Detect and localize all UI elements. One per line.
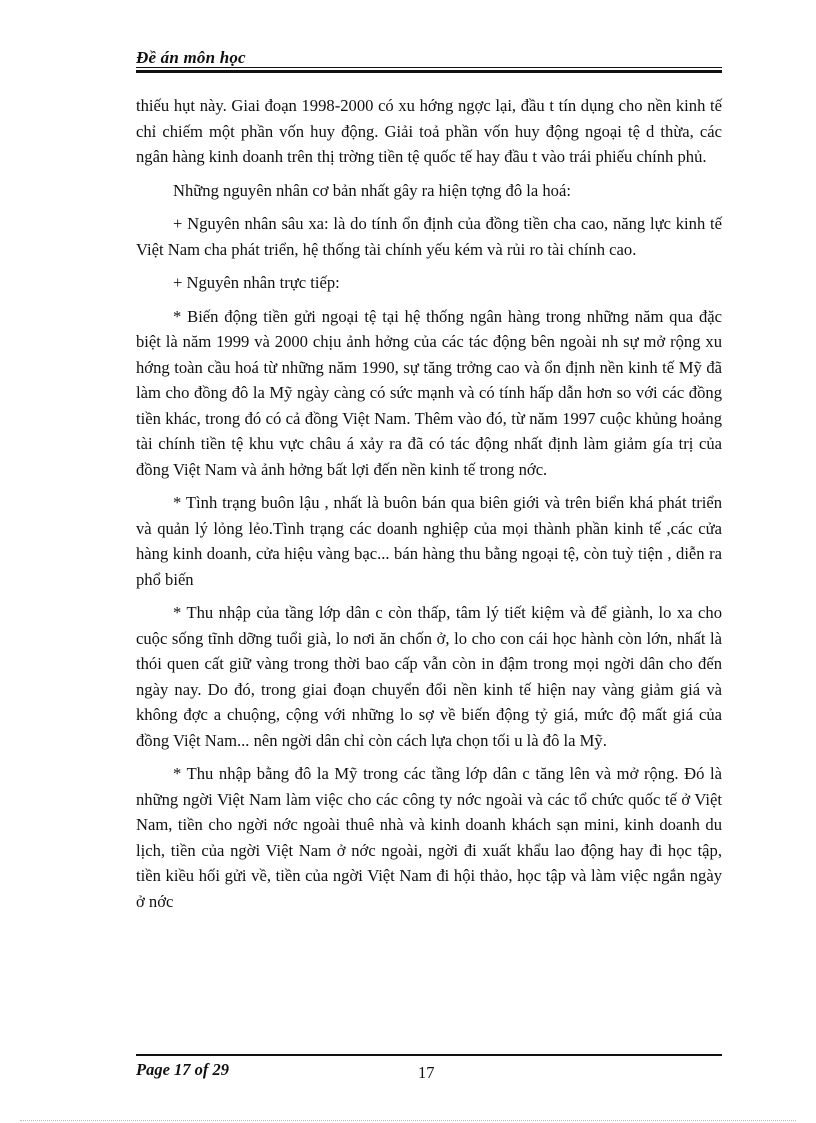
paragraph-1: thiếu hụt này. Giai đoạn 1998-2000 có xu hớng ngợc lại, đầu t tín dụng cho nền kinh tế chỉ chiếm một phần vốn huy động. Giải toả phần vốn huy động ngoại tệ d thừa, các ngân hàng kinh doanh trên thị trờng tiền tệ quốc tế hay đầu t vào trái phiếu chính phủ. [136,96,722,166]
page-bottom-divider [20,1120,796,1121]
header-title: Đề án môn học [136,48,246,67]
footer-page-number: 17 [418,1063,435,1082]
paragraph-6: * Tình trạng buôn lậu , nhất là buôn bán qua biên giới và trên biển khá phát triển và quản lý lỏng lẻo.Tình trạng các doanh nghiệp của mọi thành phần kinh tế ,các cửa hàng kinh doanh, cửa hiệu vàng bạc... bán hàng thu bằng ngoại tệ, còn tuỳ tiện , diễn ra phổ biến [136,493,722,589]
paragraph-4: + Nguyên nhân trực tiếp: [173,273,340,292]
footer-page-label: Page 17 of 29 [136,1060,230,1079]
paragraph-5: * Biến động tiền gửi ngoại tệ tại hệ thống ngân hàng trong những năm qua đặc biệt là năm 1999 và 2000 chịu ảnh hởng của các tác động bên ngoài nh sự mở rộng xu hớng toàn cầu hoá từ những năm 1990, sự tăng trởng cao và ổn định nền kinh tế Mỹ đã làm cho đồng đô la Mỹ ngày càng có sức mạnh và có tính hấp dẫn hơn so với các đồng tiền khác, trong đó có cả đồng Việt Nam. Thêm vào đó, từ năm 1997 cuộc khủng hoảng tài chính tiền tệ khu vực châu á xảy ra đã có tác động nhất định làm giảm gía trị của đồng Việt Nam và ảnh hởng bất lợi đến nền kinh tế trong nớc. [136,306,722,479]
paragraph-8: * Thu nhập bằng đô la Mỹ trong các tầng lớp dân c tăng lên và mở rộng. Đó là những ngời Việt Nam làm việc cho các công ty nớc ngoài và các tổ chức quốc tế ở Việt Nam, tiền cho ngời nớc ngoài thuê nhà và kinh doanh khách sạn mini, kinh doanh du lịch, tiền của ngời Việt Nam ở nớc ngoài, ngời đi xuất khẩu lao động hay đi học tập, tiền kiều hối gửi về, tiền của ngời Việt Nam đi hội thảo, học tập và làm việc ngắn ngày ở nớc [136,764,722,911]
body-text [136,93,722,922]
footer-rule [136,1054,722,1056]
paragraph-7: * Thu nhập của tầng lớp dân c còn thấp, tâm lý tiết kiệm và để giành, lo xa cho cuộc sống tĩnh dỡng tuổi già, lo nơi ăn chốn ở, lo cho con cái học hành còn lớn, nhất là thói quen cất giữ vàng trong thời bao cấp vẫn còn in đậm trong mọi ngời dân cho đến ngày nay. Do đó, trong giai đoạn chuyển đổi nền kinh tế hiện nay vàng giảm giá và không đợc a chuộng, cộng với những lo sợ về biến động tỷ giá, mức độ mất giá của đồng Việt Nam... nên ngời dân chỉ còn cách lựa chọn tối u là đô la Mỹ. [136,603,722,750]
header-rule-thick [136,70,722,73]
paragraph-3: + Nguyên nhân sâu xa: là do tính ổn định của đồng tiền cha cao, năng lực kinh tế Việt Nam cha phát triển, hệ thống tài chính yếu kém và rủi ro tài chính cao. [136,214,722,259]
header-rule-thin [136,67,722,68]
paragraph-2: Những nguyên nhân cơ bản nhất gây ra hiện tợng đô la hoá: [173,180,571,200]
